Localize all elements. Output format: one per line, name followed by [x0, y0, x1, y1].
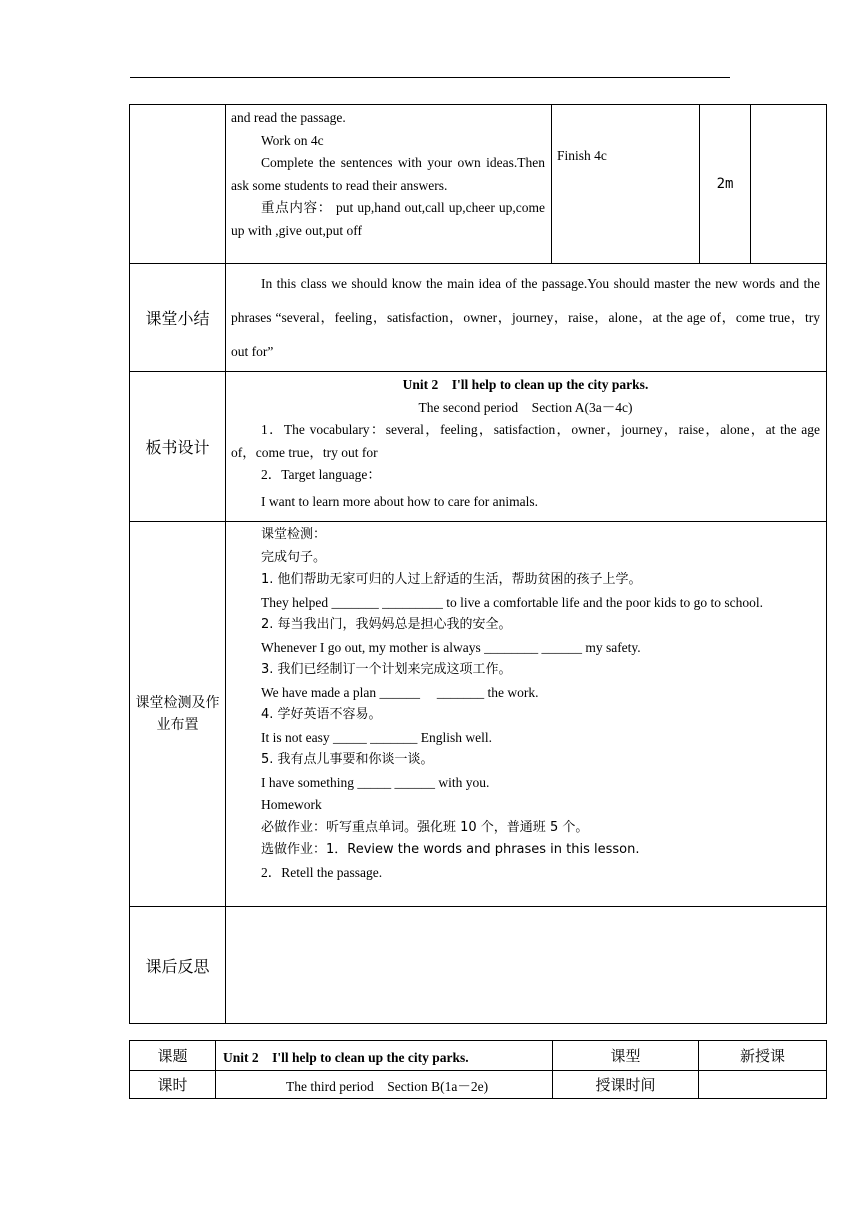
- summary-row: [130, 264, 827, 372]
- board-item: I want to learn more about how to care for animals.: [261, 493, 539, 509]
- period-label: 课时: [130, 1071, 216, 1099]
- exercise-content: [226, 522, 827, 907]
- activity-line: Complete the sentences with your own ideas.Then ask some students to read their answers.: [231, 155, 545, 193]
- date-label: 授课时间: [553, 1071, 699, 1099]
- exercise-line: 选做作业：1．Review the words and phrases in this lesson.: [261, 842, 640, 857]
- teacher-activity-cell: [226, 105, 552, 264]
- exercise-label: 课堂检测及作业布置: [130, 522, 226, 907]
- exercise-line: 4. 学好英语不容易。: [261, 707, 382, 722]
- board-subtitle: The second period Section A(3a－4c): [418, 399, 633, 415]
- board-item: 1．The vocabulary：several，feeling，satisfaction，owner，journey，raise，alone，at the age of，come true，try out for: [231, 422, 820, 460]
- exercise-line: Whenever I go out, my mother is always ________ ______ my safety.: [261, 639, 641, 655]
- time-cell: [700, 105, 751, 264]
- exercise-line: 3. 我们已经制订一个计划来完成这项工作。: [261, 662, 512, 677]
- exercise-line: 必做作业：听写重点单词。强化班 10 个，普通班 5 个。: [261, 819, 589, 835]
- note-cell: [751, 105, 827, 264]
- topic-label: 课题: [130, 1041, 216, 1071]
- next-lesson-info-table: [129, 1040, 827, 1099]
- board-design-row: [130, 372, 827, 522]
- exercise-line: 2．Retell the passage.: [261, 864, 383, 880]
- activity-line: Work on 4c: [261, 132, 324, 148]
- board-title: Unit 2 I'll help to clean up the city parks.: [402, 377, 649, 392]
- exercise-line: 课堂检测：: [261, 527, 327, 542]
- student-activity-cell: [552, 105, 700, 264]
- student-activity-text: Finish 4c: [557, 148, 607, 163]
- procedure-label-cell: [130, 105, 226, 264]
- exercise-line: 完成句子。: [261, 549, 327, 565]
- info-row: [130, 1041, 827, 1071]
- period-value: The third period Section B(1a－2e): [216, 1071, 553, 1099]
- reflection-content: [226, 907, 827, 1024]
- exercise-line: They helped _______ _________ to live a comfortable life and the poor kids to go to school.: [261, 594, 764, 610]
- board-design-label: 板书设计: [130, 372, 226, 522]
- activity-line: and read the passage.: [231, 110, 346, 125]
- exercise-line: 5. 我有点儿事要和你谈一谈。: [261, 752, 434, 767]
- exercise-line: 2. 每当我出门，我妈妈总是担心我的安全。: [261, 617, 512, 632]
- date-value: [699, 1071, 827, 1099]
- procedure-row: [130, 105, 827, 264]
- summary-text: In this class we should know the main idea of the passage.You should master the new words and the phrases “several，feeling，satisfaction，owner，journey，raise，alone，at the age of，come true，try out for”: [226, 264, 827, 372]
- exercise-line: 1. 他们帮助无家可归的人过上舒适的生活，帮助贫困的孩子上学。: [261, 572, 642, 587]
- exercise-line: I have something _____ ______ with you.: [261, 774, 490, 790]
- reflection-label: 课后反思: [130, 907, 226, 1024]
- info-row: [130, 1071, 827, 1099]
- summary-label: 课堂小结: [130, 264, 226, 372]
- type-value: 新授课: [699, 1041, 827, 1071]
- lesson-plan-table: [129, 104, 827, 1024]
- exercise-row: [130, 522, 827, 907]
- board-design-content: [226, 372, 827, 522]
- board-item: 2．Target language：: [261, 467, 381, 482]
- exercise-line: It is not easy _____ _______ English well.: [261, 729, 492, 745]
- exercise-line: We have made a plan ______ _______ the work.: [261, 684, 539, 700]
- type-label: 课型: [553, 1041, 699, 1071]
- topic-value: Unit 2 I'll help to clean up the city parks.: [216, 1041, 553, 1071]
- time-value: 2m: [716, 176, 734, 192]
- homework-heading: Homework: [261, 797, 322, 812]
- reflection-row: [130, 907, 827, 1024]
- key-content-line: 重点内容： put up,hand out,call up,cheer up,come up with ,give out,put off: [231, 200, 545, 238]
- header-rule: [130, 77, 730, 78]
